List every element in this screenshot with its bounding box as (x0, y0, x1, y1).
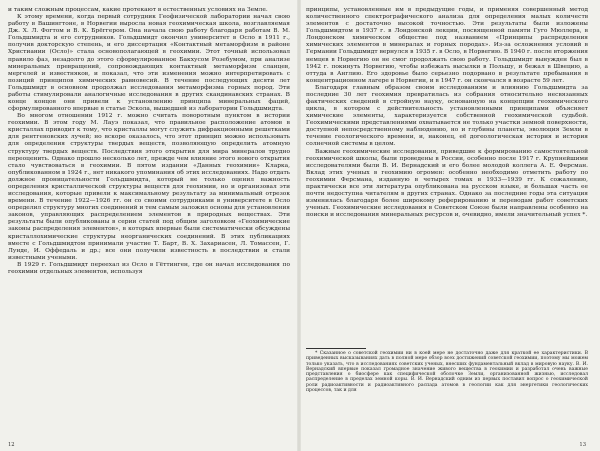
footnote-text: * Сказанное о советской геохимии ни в коей мере не достаточно даже для краткой ее характеристики. В приведенных высказываниях дать в полной мере обзор всех достижений советской геохимии, поэтому мы можем только указать, что в исследованиях советских ученых, внесших фундаментальный вклад в мировую науку. В. И. Вернадский впервые показал громадное значение живого вещества в геохимии и разработал очень важные представления о биосфере как специфической оболочке Земли, организованной жизнью, исследовал распределение в пределах земной коры. В. И. Вернадский одним из первых поставил вопрос о геохимической роли радиоактивности и радиоактивного распада атомов в геологии как для энергетики геологических процессов, так и для (306, 351, 588, 394)
left-page-body (8, 7, 290, 387)
left-page (8, 7, 290, 444)
paragraph: Во многом отношении 1912 г. можно считать поворотным пунктом в истории геохимии. В этом году М. Лауэ показал, что правильное расположение атомов в кристаллах приводит к тому, что кристаллы могут служить дифракционными решетками для рентгеновских лучей; но вскоре оказалось, что этот принцип можно использовать для определения структуры твердых веществ, позволяющую определить атомную структуру твердых веществ. Последствия этого открытия для мира минералов трудно переоценить. Однако прошло несколько лет, прежде чем влияние этого нового открытия стало чувствоваться в геохимии. В пятом издании «Данных геохимии» Кларка, опубликованном в 1924 г., нет никакого упоминания об этих исследованиях. Надо отдать должное проницательности Гольдшмидта, который не только оценил важность определения кристаллической структуры веществ для геохимии, но и организовал эти исследования, которые привели к максимальному результату за минимальный отрезок времени. В течение 1922—1926 гг. он со своими сотрудниками в университете в Осло определил структуру многих соединений и тем самым заложил основы для установления законов, управляющих распределением элементов в природных веществах. Эти результаты были опубликованы в серии статей под общим заголовком «Геохимические законы распределения элементов», в которых впервые были систематически обсуждены кристаллохимические структуры неорганических соединений. В этих публикациях вместе с Гольдшмидтом принимали участие Т. Барт, В. Х. Захариасен, Л. Томассен, Г. Лунде, И. Оффедаль и др.; все они получили известность в последствии и стали известными учеными. (8, 113, 290, 261)
right-page (306, 7, 588, 444)
page-number-right: 13 (579, 442, 586, 448)
paragraph: К этому времени, когда первый сотрудник Геофизической лаборатории начал свою работу в Вашингтоне, в Норвегии выросла новая геохимическая школа, возглавляемая Дж. Х. Л. Фогтом и В. К. Брёггером. Она начала свою работу благодаря работам В. М. Гольдшмидта и его сотрудников. Гольдшмидт окончил университет в Осло в 1911 г., получив докторскую степень, и его диссертация «Контактный метаморфизм в районе Христиании (Осло)» стала основополагающей в геохимии. Этот точный использовал правило фаз, незадолго до этого сформулированное Бакхусом Розебумом, при анализе минеральных превращений, сопровождающих контактный метаморфизм сланцев, мергелей и известняков, и показал, что эти изменения можно интерпретировать с позиций принципов химических равновесий. В течение последующих десяти лет Гольдшмидт в основном продолжал исследования метаморфизма горных пород. Эти работы стимулировали аналогичные исследования в других скандинавских странах. В конце концов они привели к установлению принципа минеральных фаций, сформулированного впервые в статье Эскола, вышедшей из лаборатории Гольдшмидта. (8, 14, 290, 113)
paragraph: и таким сложным процессам, какие протекают в естественных условиях на Земле. (8, 7, 268, 13)
right-page-body (306, 7, 588, 346)
footnote (306, 351, 588, 393)
paragraph: Благодаря главным образом своим исследованиям и влиянию Гольдшмидта за последние 30 лет геохимия превратилась из собрания относительно несвязанных фактических сведений в стройную науку, основанную на концепции геохимического цикла, в котором с действительность установленными принципами объясняет химические элементы, характеризуется собственной геохимической судьбой. Геохимическими представлениями охватывается не только участки земной поверхности, доступной непосредственному наблюдению, но и глубины планеты, эволюция Земли в течение геологического времени, и, наконец, её догеологическая история и история солнечной системы в целом. (306, 84, 588, 148)
footnote-rule (306, 348, 366, 349)
page-gutter (297, 0, 301, 451)
paragraph: Важные геохимические исследования, приведшие к формированию самостоятельной геохимической школы, были проведены в России, особенно после 1917 г. Крупнейшими исследователями были В. И. Вернадский и его более молодой коллега А. Е. Ферсман. Вклад этих ученых в геохимию огромен: особенно необходимо отметить работу по геохимии Ферсмана, изданную в четырех томах в 1933—1939 гг. К сожалению, практически все эти литература опубликована на русском языке, и большая часть ее почти недоступна читателям в других странах. Однако за последние годы эта ситуация изменилась благодаря более широкому реферированию и переводам работ советских ученых. Геохимические исследования в Советском Союзе были направлены особенно на поиски и исследования минеральных ресурсов и, очевидно, имели значительный успех *. (306, 148, 588, 219)
paragraph: В 1929 г. Гольдшмидт переехал из Осло в Гёттинген, где он начал исследования по геохимии отдельных элементов, используя (8, 261, 290, 275)
page-number-left: 12 (8, 442, 15, 448)
paragraph: принципы, установленные им в предыдущие годы, и применяя совершенный метод количественного спектрографического анализа для определения малых количеств элементов с достаточно высокой точностью. Эти результаты были изложены Гольдшмидтом в 1937 г. в Лондонской лекции, посвященной памяти Гуго Мюллера, в Лондонском химическом обществе под названием «Принципы распределения химических элементов в минералах и горных породах». Из-за осложнения условий в Германии Гольдшмидт вернулся в 1935 г. в Осло, в Норвегию. В 1940 г. после вторжения немцев в Норвегию он не смог продолжать свою работу. Гольдшмидт вынужден был в 1942 г. покинуть Норвегию, чтобы избежать высылки в Польшу, и бежал в Швецию, а оттуда в Англию. Его здоровье было серьезно подорвано в результате пребывания в концентрационном лагере в Норвегии, и в 1947 г. он скончался в возрасте 59 лет. (306, 7, 588, 84)
